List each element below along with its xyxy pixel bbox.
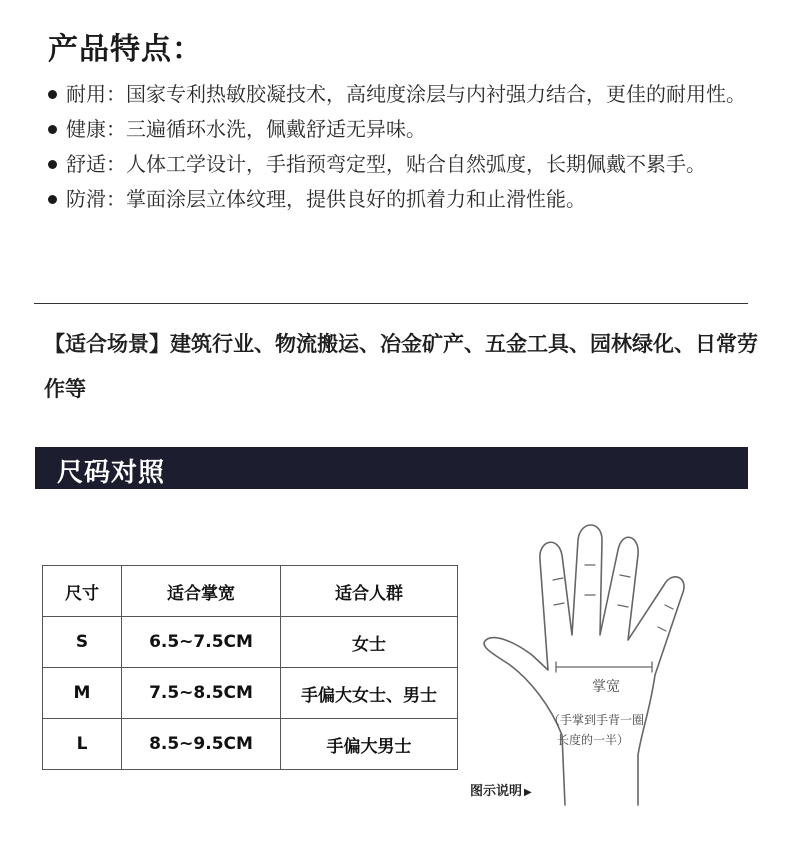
palm-width-cell: 6.5~7.5CM [122, 617, 281, 668]
size-table [42, 565, 458, 770]
table-header-row [43, 566, 458, 617]
feature-text: 耐用：国家专利热敏胶凝技术，高纯度涂层与内衬强力结合，更佳的耐用性。 [66, 82, 746, 106]
header-size: 尺寸 [43, 566, 122, 617]
feature-text: 健康：三遍循环水洗，佩戴舒适无异味。 [66, 117, 426, 141]
table-row [43, 617, 458, 668]
palm-width-note: 长度的一半） [557, 733, 630, 747]
size-chart-banner [35, 447, 748, 489]
feature-item-health [48, 115, 758, 144]
palm-width-note: （手掌到手背一圈 [548, 713, 645, 727]
size-cell: M [43, 668, 122, 719]
size-cell: S [43, 617, 122, 668]
table-row [43, 719, 458, 770]
triangle-right-icon: ▶ [524, 787, 532, 798]
feature-list [48, 80, 758, 220]
diagram-caption-text: 图示说明 [470, 784, 523, 799]
bullet-icon [48, 160, 57, 169]
feature-item-comfort [48, 150, 758, 179]
feature-text: 防滑：掌面涂层立体纹理，提供良好的抓着力和止滑性能。 [66, 187, 586, 211]
diagram-caption [470, 780, 532, 799]
hand-outline-icon [470, 515, 730, 815]
feature-item-durable [48, 80, 758, 109]
palm-width-label: 掌宽 [592, 679, 620, 695]
bullet-icon [48, 90, 57, 99]
feature-item-antislip [48, 185, 758, 214]
size-cell: L [43, 719, 122, 770]
bullet-icon [48, 125, 57, 134]
section-divider [34, 303, 748, 304]
header-palm-width: 适合掌宽 [122, 566, 281, 617]
bullet-icon [48, 195, 57, 204]
target-group-cell: 女士 [281, 617, 458, 668]
target-group-cell: 手偏大女士、男士 [281, 668, 458, 719]
feature-text: 舒适：人体工学设计，手指预弯定型，贴合自然弧度，长期佩戴不累手。 [66, 152, 706, 176]
table-row [43, 668, 458, 719]
palm-width-cell: 8.5~9.5CM [122, 719, 281, 770]
features-title: 产品特点： [48, 32, 203, 67]
target-group-cell: 手偏大男士 [281, 719, 458, 770]
size-chart-title: 尺码对照 [57, 458, 166, 488]
header-target-group: 适合人群 [281, 566, 458, 617]
palm-width-cell: 7.5~8.5CM [122, 668, 281, 719]
usage-scenarios: 【适合场景】建筑行业、物流搬运、冶金矿产、五金工具、园林绿化、日常劳作等 [44, 332, 758, 401]
